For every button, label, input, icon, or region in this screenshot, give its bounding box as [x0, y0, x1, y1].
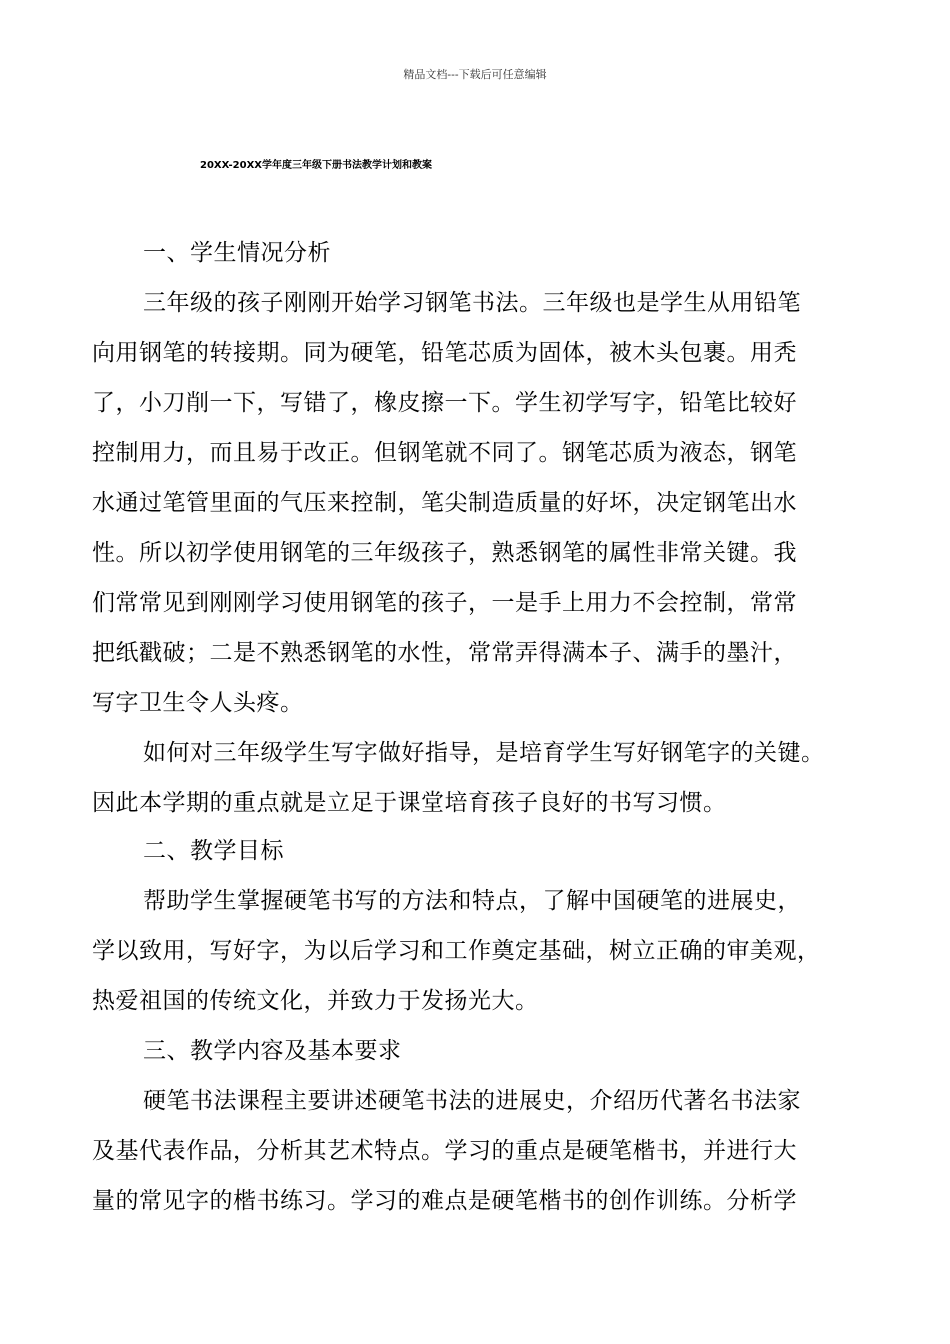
paragraph-line: 热爱祖国的传统文化，并致力于发扬光大。: [92, 988, 539, 1014]
paragraph-line: 水通过笔管里面的气压来控制，笔尖制造质量的好坏，决定钢笔出水: [92, 490, 797, 516]
header-note: 精品文档---下载后可任意编辑: [403, 68, 547, 81]
paragraph-line: 向用钢笔的转接期。同为硬笔，铅笔芯质为固体，被木头包裹。用秃: [92, 340, 797, 366]
paragraph-line: 硬笔书法课程主要讲述硬笔书法的进展史，介绍历代著名书法家: [143, 1088, 801, 1114]
paragraph-line: 们常常见到刚刚学习使用钢笔的孩子，一是手上用力不会控制，常常: [92, 590, 797, 616]
paragraph-line: 因此本学期的重点就是立足于课堂培育孩子良好的书写习惯。: [92, 790, 727, 816]
paragraph-line: 如何对三年级学生写字做好指导，是培育学生写好钢笔字的关键。: [143, 740, 825, 766]
document-title: 20XX-20XX学年度三年级下册书法教学计划和教案: [200, 160, 433, 171]
section-heading-3: 三、教学内容及基本要求: [143, 1038, 402, 1064]
paragraph-line: 控制用力，而且易于改正。但钢笔就不同了。钢笔芯质为液态，钢笔: [92, 440, 797, 466]
section-heading-2: 二、教学目标: [143, 838, 284, 864]
paragraph-line: 帮助学生掌握硬笔书写的方法和特点，了解中国硬笔的进展史，: [143, 888, 801, 914]
paragraph-line: 学以致用，写好字，为以后学习和工作奠定基础，树立正确的审美观，: [92, 938, 821, 964]
section-heading-1: 一、学生情况分析: [143, 240, 331, 266]
paragraph-line: 把纸戳破；二是不熟悉钢笔的水性，常常弄得满本子、满手的墨汁，: [92, 640, 797, 666]
paragraph-line: 了，小刀削一下，写错了，橡皮擦一下。学生初学写字，铅笔比较好: [92, 390, 797, 416]
paragraph-line: 三年级的孩子刚刚开始学习钢笔书法。三年级也是学生从用铅笔: [143, 290, 801, 316]
paragraph-line: 及基代表作品，分析其艺术特点。学习的重点是硬笔楷书，并进行大: [92, 1138, 797, 1164]
paragraph-line: 写字卫生令人头疼。: [92, 690, 304, 716]
paragraph-line: 性。所以初学使用钢笔的三年级孩子，熟悉钢笔的属性非常关键。我: [92, 540, 797, 566]
paragraph-line: 量的常见字的楷书练习。学习的难点是硬笔楷书的创作训练。分析学: [92, 1188, 797, 1214]
